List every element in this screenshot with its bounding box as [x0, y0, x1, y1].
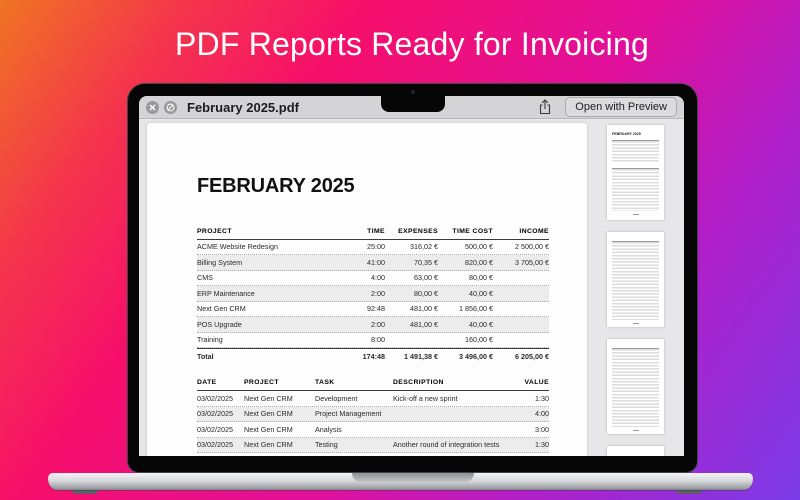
table-row [197, 286, 549, 302]
table-cell: 80,00 € [414, 288, 438, 298]
table-cell: ACME Website Redesign [197, 242, 278, 251]
share-icon[interactable] [538, 99, 552, 115]
table-cell: TIME COST [452, 227, 493, 235]
table-cell: Kick-off a new sprint [393, 393, 458, 403]
page-thumbnail-4[interactable] [607, 446, 664, 456]
table-cell: 2:00 [371, 319, 385, 329]
table-cell: PROJECT [244, 379, 279, 386]
table-row [197, 333, 549, 349]
thumbnail-table-preview [612, 168, 659, 211]
table-cell: Analysis [315, 424, 342, 434]
thumbnail-table-preview [612, 140, 659, 163]
table-row [197, 240, 549, 256]
table-row [197, 391, 549, 407]
table-cell: Training [197, 335, 223, 344]
table-cell: 2 500,00 € [515, 242, 549, 251]
table-cell [493, 302, 549, 317]
table-cell: EXPENSES [398, 227, 438, 235]
camera-notch [381, 84, 445, 112]
thumbnail-table-preview [612, 241, 659, 320]
table-cell: 3:00 [535, 424, 549, 434]
table-cell: INCOME [519, 227, 549, 235]
table-cell: POS Upgrade [197, 319, 242, 329]
table-cell: 481,00 € [410, 304, 438, 313]
table-cell [493, 286, 549, 301]
table-cell: ERP Maintenance [197, 288, 255, 298]
table-cell [393, 422, 503, 437]
time-entries-table [197, 376, 549, 454]
table-row [197, 255, 549, 271]
thumbnail-page-number [633, 430, 639, 431]
table-cell: 41:00 [367, 257, 385, 267]
table-cell: VALUE [524, 379, 549, 386]
table-cell [493, 271, 549, 286]
thumbnail-table-preview [612, 348, 659, 427]
table-cell: DATE [197, 379, 217, 386]
table-row [197, 438, 549, 454]
table-cell: Project Management [315, 409, 382, 418]
table-cell: 160,00 € [465, 335, 493, 344]
table-cell: CMS [197, 273, 213, 282]
lid-opening-notch [352, 473, 474, 482]
table-cell: Next Gen CRM [244, 440, 293, 449]
table-cell: Total [197, 351, 214, 361]
table-cell [493, 333, 549, 348]
table-cell: 316,02 € [410, 242, 438, 251]
table-cell [393, 407, 503, 422]
macbook-base [48, 473, 753, 490]
table-cell: 03/02/2025 [197, 393, 233, 403]
table-cell: 25:00 [367, 242, 385, 251]
page-thumbnail-3[interactable] [607, 339, 664, 434]
table-cell: 1 491,38 € [404, 351, 438, 361]
table-cell [385, 333, 438, 348]
table-cell: Next Gen CRM [197, 304, 246, 313]
table-header-row [197, 376, 549, 392]
quicklook-window [139, 96, 684, 456]
table-cell: 174:48 [362, 351, 385, 361]
table-cell: 8:00 [371, 335, 385, 344]
table-cell: 1:30 [535, 440, 549, 449]
table-cell: 481,00 € [410, 319, 438, 329]
table-row [197, 422, 549, 438]
thumbnail-page-number [633, 214, 639, 215]
summary-table [197, 224, 549, 364]
table-cell: 03/02/2025 [197, 409, 233, 418]
table-cell: Next Gen CRM [244, 393, 293, 403]
table-cell: TIME [367, 227, 385, 235]
table-cell: 40,00 € [469, 319, 493, 329]
table-cell: 500,00 € [465, 242, 493, 251]
table-cell: 1:30 [535, 393, 549, 403]
slash-circle-icon[interactable] [164, 101, 177, 114]
thumbnail-page-number [633, 323, 639, 324]
table-cell: Testing [315, 440, 338, 449]
table-cell: Next Gen CRM [244, 424, 293, 434]
table-cell: Billing System [197, 257, 243, 267]
table-cell: DESCRIPTION [393, 379, 444, 386]
table-cell: Another round of integration tests [393, 440, 500, 449]
table-cell: TASK [315, 379, 335, 386]
table-cell: 40,00 € [469, 288, 493, 298]
close-icon[interactable] [146, 101, 159, 114]
table-cell: 1 856,00 € [459, 304, 493, 313]
table-cell: 92:48 [367, 304, 385, 313]
table-row [197, 407, 549, 423]
window-content [139, 120, 684, 456]
table-total-row [197, 348, 549, 364]
table-row [197, 271, 549, 287]
page-thumbnail-2[interactable] [607, 232, 664, 327]
window-title: February 2025.pdf [187, 99, 299, 115]
table-cell [493, 317, 549, 332]
document-title: FEBRUARY 2025 [197, 175, 355, 197]
table-header-row [197, 224, 549, 240]
table-row [197, 302, 549, 318]
table-cell: 3 496,00 € [459, 351, 493, 361]
table-cell: 4:00 [371, 273, 385, 282]
open-with-preview-button[interactable]: Open with Preview [565, 97, 677, 117]
table-cell: 03/02/2025 [197, 440, 233, 449]
macbook-screen [127, 83, 698, 473]
table-cell: PROJECT [197, 227, 232, 235]
table-cell: Development [315, 393, 358, 403]
table-cell: 2:00 [371, 288, 385, 298]
table-cell: 63,00 € [414, 273, 438, 282]
table-cell: 80,00 € [469, 273, 493, 282]
camera-dot [411, 90, 415, 94]
headline: PDF Reports Ready for Invoicing [175, 26, 649, 62]
page-thumbnail-1[interactable] [607, 125, 664, 220]
table-cell: 6 205,00 € [515, 351, 549, 361]
table-cell: 820,00 € [465, 257, 493, 267]
pdf-page [147, 123, 587, 456]
table-cell: Next Gen CRM [244, 409, 293, 418]
table-row [197, 317, 549, 333]
table-cell: 3 705,00 € [515, 257, 549, 267]
thumbnail-page-title: FEBRUARY 2025 [612, 132, 641, 137]
thumbnail-sidebar [587, 120, 684, 456]
table-cell: 70,35 € [414, 257, 438, 267]
table-cell: 4:00 [535, 409, 549, 418]
table-cell: 03/02/2025 [197, 424, 233, 434]
